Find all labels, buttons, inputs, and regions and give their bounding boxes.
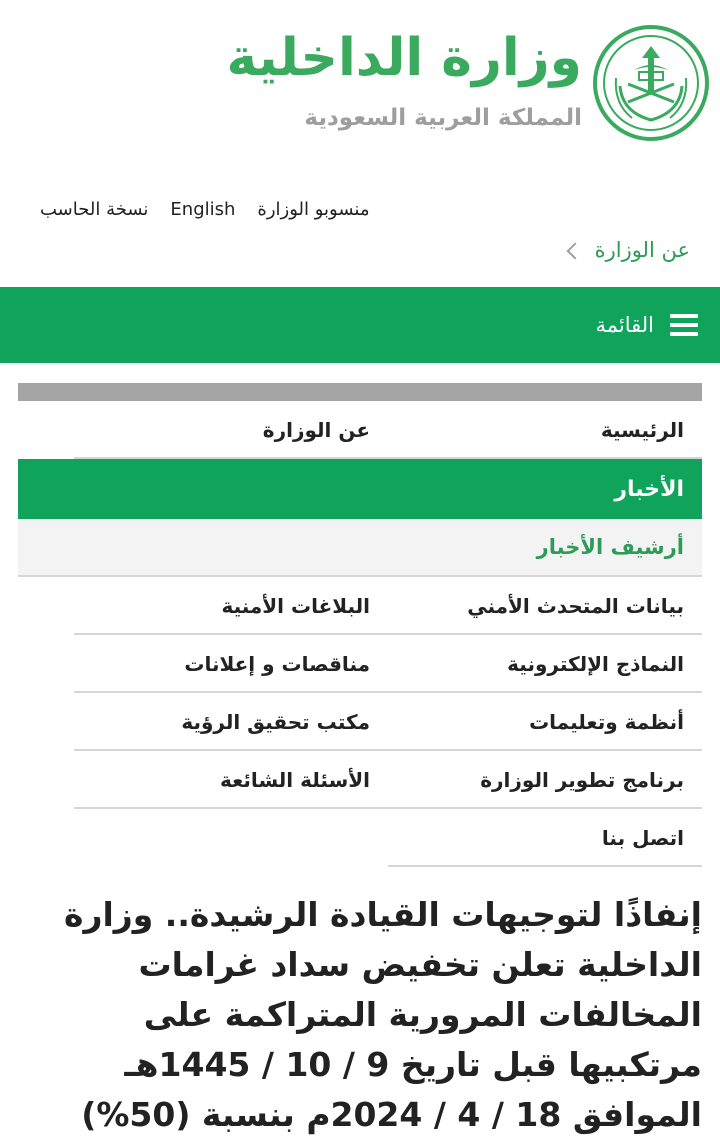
menu-row (18, 401, 702, 459)
menu-row (18, 693, 702, 751)
menu-item-contact[interactable]: اتصل بنا (601, 826, 684, 850)
menu-item-tenders[interactable]: مناقصات و إعلانات (184, 652, 370, 676)
article-headline[interactable]: إنفاذًا لتوجيهات القيادة الرشيدة.. وزارة الداخلية تعلن تخفيض سداد غرامات المخالفات المرورية المتراكمة على مرتكبيها قبل تاريخ 9 / 10 / 1445هـ الموافق 18 / 4 / 2024م بنسبة (50%) (64, 895, 702, 1134)
panel-top-bar (18, 383, 702, 401)
row-divider (74, 457, 702, 459)
menu-row (18, 635, 702, 693)
staff-link[interactable]: منسوبو الوزارة (257, 198, 370, 220)
ministry-title[interactable]: وزارة الداخلية (226, 28, 582, 88)
hamburger-icon[interactable] (670, 314, 698, 336)
breadcrumb (569, 230, 690, 270)
breadcrumb-current[interactable]: عن الوزارة (594, 238, 690, 262)
menu-toggle-bar[interactable] (0, 287, 720, 363)
menu-label: القائمة (595, 313, 654, 337)
menu-item-faq[interactable]: الأسئلة الشائعة (220, 768, 370, 792)
kingdom-subtitle: المملكة العربية السعودية (304, 105, 582, 131)
nav-menu-panel (18, 383, 702, 867)
english-link[interactable]: English (170, 198, 236, 220)
menu-item-regulations[interactable]: أنظمة وتعليمات (529, 710, 684, 734)
menu-item-news-archive[interactable]: أرشيف الأخبار (18, 519, 702, 577)
saudi-emblem-icon[interactable] (592, 24, 710, 142)
menu-item-vision-office[interactable]: مكتب تحقيق الرؤية (181, 710, 370, 734)
top-links (40, 192, 369, 226)
menu-item-security-spokesman[interactable]: بيانات المتحدث الأمني (467, 594, 684, 618)
menu-item-development-program[interactable]: برنامج تطوير الوزارة (480, 768, 684, 792)
menu-item-home[interactable]: الرئيسية (600, 418, 684, 442)
menu-row (18, 809, 702, 867)
desktop-version-link[interactable]: نسخة الحاسب (40, 198, 149, 220)
menu-item-news[interactable]: الأخبار (18, 459, 702, 519)
menu-item-about[interactable]: عن الوزارة (262, 418, 370, 442)
menu-item-e-forms[interactable]: النماذج الإلكترونية (507, 652, 684, 676)
chevron-left-icon (566, 243, 583, 260)
site-header (0, 0, 720, 170)
menu-item-security-reports[interactable]: البلاغات الأمنية (221, 594, 370, 618)
row-divider (388, 865, 702, 867)
menu-row (18, 751, 702, 809)
menu-row (18, 577, 702, 635)
